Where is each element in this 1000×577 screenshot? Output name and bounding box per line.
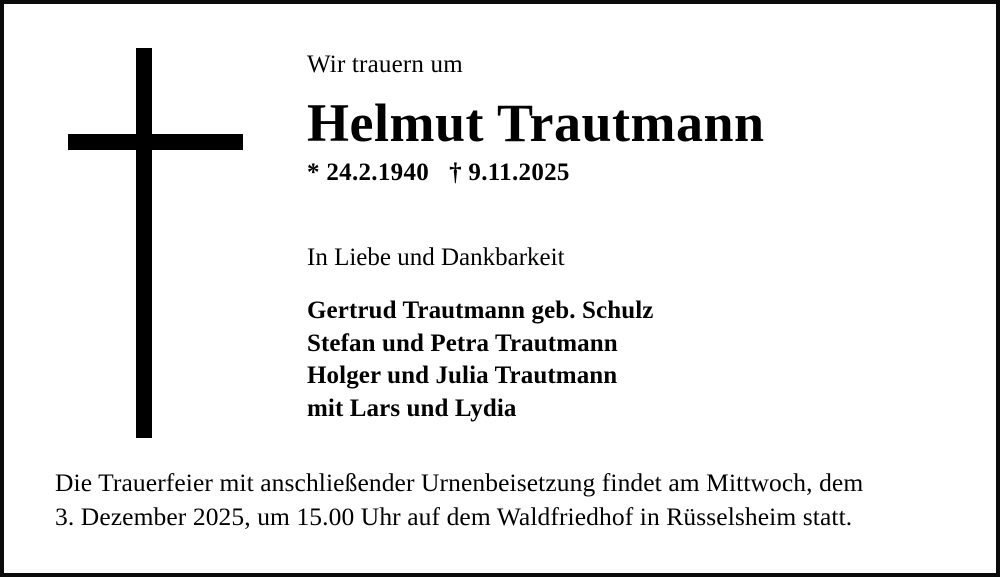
list-item: Stefan und Petra Trautmann — [307, 329, 618, 357]
service-details-line-1: Die Trauerfeier mit anschließender Urnenbeisetzung findet am Mittwoch, dem — [55, 468, 864, 497]
birth-date: * 24.2.1940 — [307, 159, 430, 187]
notice-text-block — [307, 50, 947, 425]
list-item: Gertrud Trautmann geb. Schulz — [307, 297, 654, 325]
list-item: Holger und Julia Trautmann — [307, 362, 618, 390]
cross-horizontal-bar — [68, 134, 243, 150]
cross-vertical-bar — [136, 48, 152, 438]
list-item: mit Lars und Lydia — [307, 394, 517, 422]
service-details-line-2: 3. Dezember 2025, um 15.00 Uhr auf dem Waldfriedhof in Rüsselsheim statt. — [55, 502, 853, 532]
intro-line: Wir trauern um — [307, 51, 463, 78]
service-details — [55, 466, 950, 535]
life-dates — [307, 159, 947, 187]
death-date: † 9.11.2025 — [449, 159, 570, 187]
dedication-line: In Liebe und Dankbarkeit — [307, 244, 565, 272]
mourners-list — [307, 295, 947, 425]
christian-cross-icon — [58, 48, 258, 438]
deceased-name: Helmut Trautmann — [307, 93, 765, 153]
